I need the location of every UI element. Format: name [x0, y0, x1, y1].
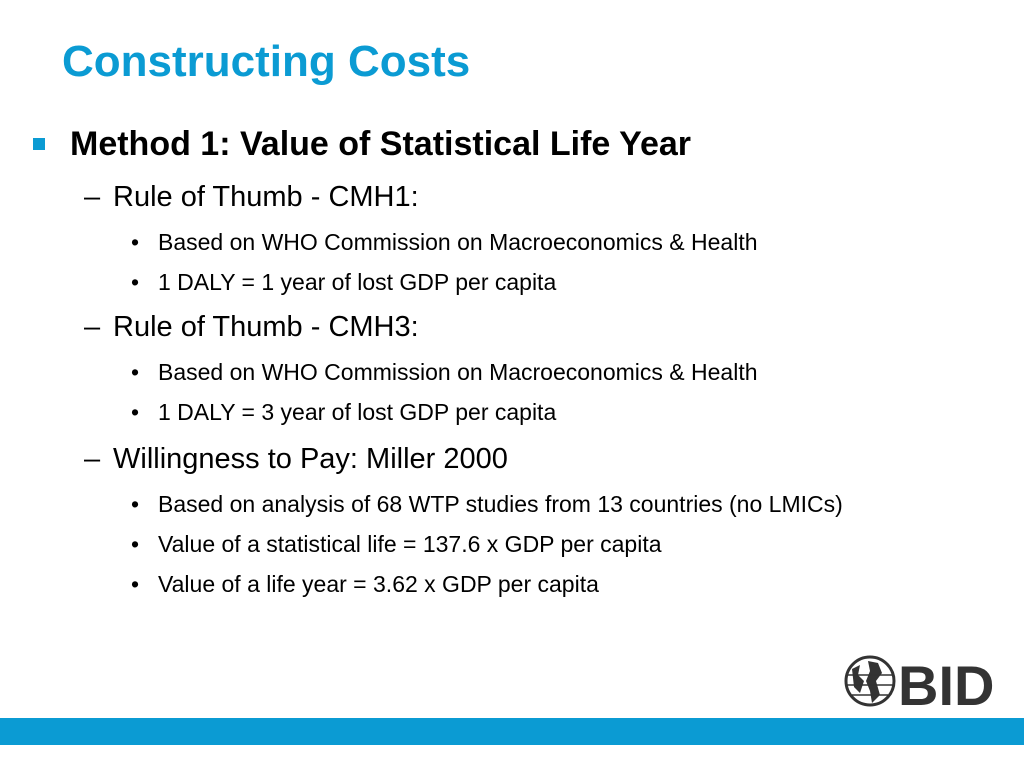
subsection-label: Rule of Thumb - CMH1:	[113, 181, 419, 213]
list-item-text: 1 DALY = 1 year of lost GDP per capita	[158, 269, 557, 295]
globe-landmass	[852, 665, 864, 693]
bullet-dot: •	[131, 491, 140, 517]
square-bullet-shape	[33, 138, 45, 150]
list-item	[131, 490, 843, 518]
dash-marker: –	[84, 181, 101, 213]
method-heading: Method 1: Value of Statistical Life Year	[70, 125, 691, 163]
list-item	[131, 530, 662, 558]
bullet-dot: •	[131, 571, 140, 597]
globe-landmass	[866, 661, 882, 703]
bullet-dot: •	[131, 359, 140, 385]
list-item	[131, 228, 758, 256]
logo-text: BID	[898, 654, 995, 711]
subsection-label: Willingness to Pay: Miller 2000	[113, 443, 508, 475]
list-item-text: Value of a life year = 3.62 x GDP per capita	[158, 571, 599, 597]
list-item-text: Based on analysis of 68 WTP studies from 13 countries (no LMICs)	[158, 491, 843, 517]
bullet-dot: •	[131, 269, 140, 295]
bullet-dot: •	[131, 399, 140, 425]
subsection-cmh3	[84, 310, 419, 344]
bullet-dot: •	[131, 531, 140, 557]
subsection-cmh1	[84, 180, 419, 214]
globe-icon	[846, 657, 894, 705]
bid-logo	[842, 651, 1000, 711]
subsection-label: Rule of Thumb - CMH3:	[113, 311, 419, 343]
list-item-text: Based on WHO Commission on Macroeconomics & Health	[158, 229, 758, 255]
list-item-text: Based on WHO Commission on Macroeconomics & Health	[158, 359, 758, 385]
list-item	[131, 268, 556, 296]
bullet-dot: •	[131, 229, 140, 255]
subsection-wtp	[84, 442, 508, 476]
square-bullet-icon	[33, 138, 45, 150]
list-item-text: Value of a statistical life = 137.6 x GDP per capita	[158, 531, 662, 557]
dash-marker: –	[84, 311, 101, 343]
list-item	[131, 570, 599, 598]
footer-bar	[0, 718, 1024, 745]
slide-title: Constructing Costs	[62, 37, 471, 86]
list-item	[131, 398, 556, 426]
list-item-text: 1 DALY = 3 year of lost GDP per capita	[158, 399, 557, 425]
dash-marker: –	[84, 443, 101, 475]
list-item	[131, 358, 758, 386]
